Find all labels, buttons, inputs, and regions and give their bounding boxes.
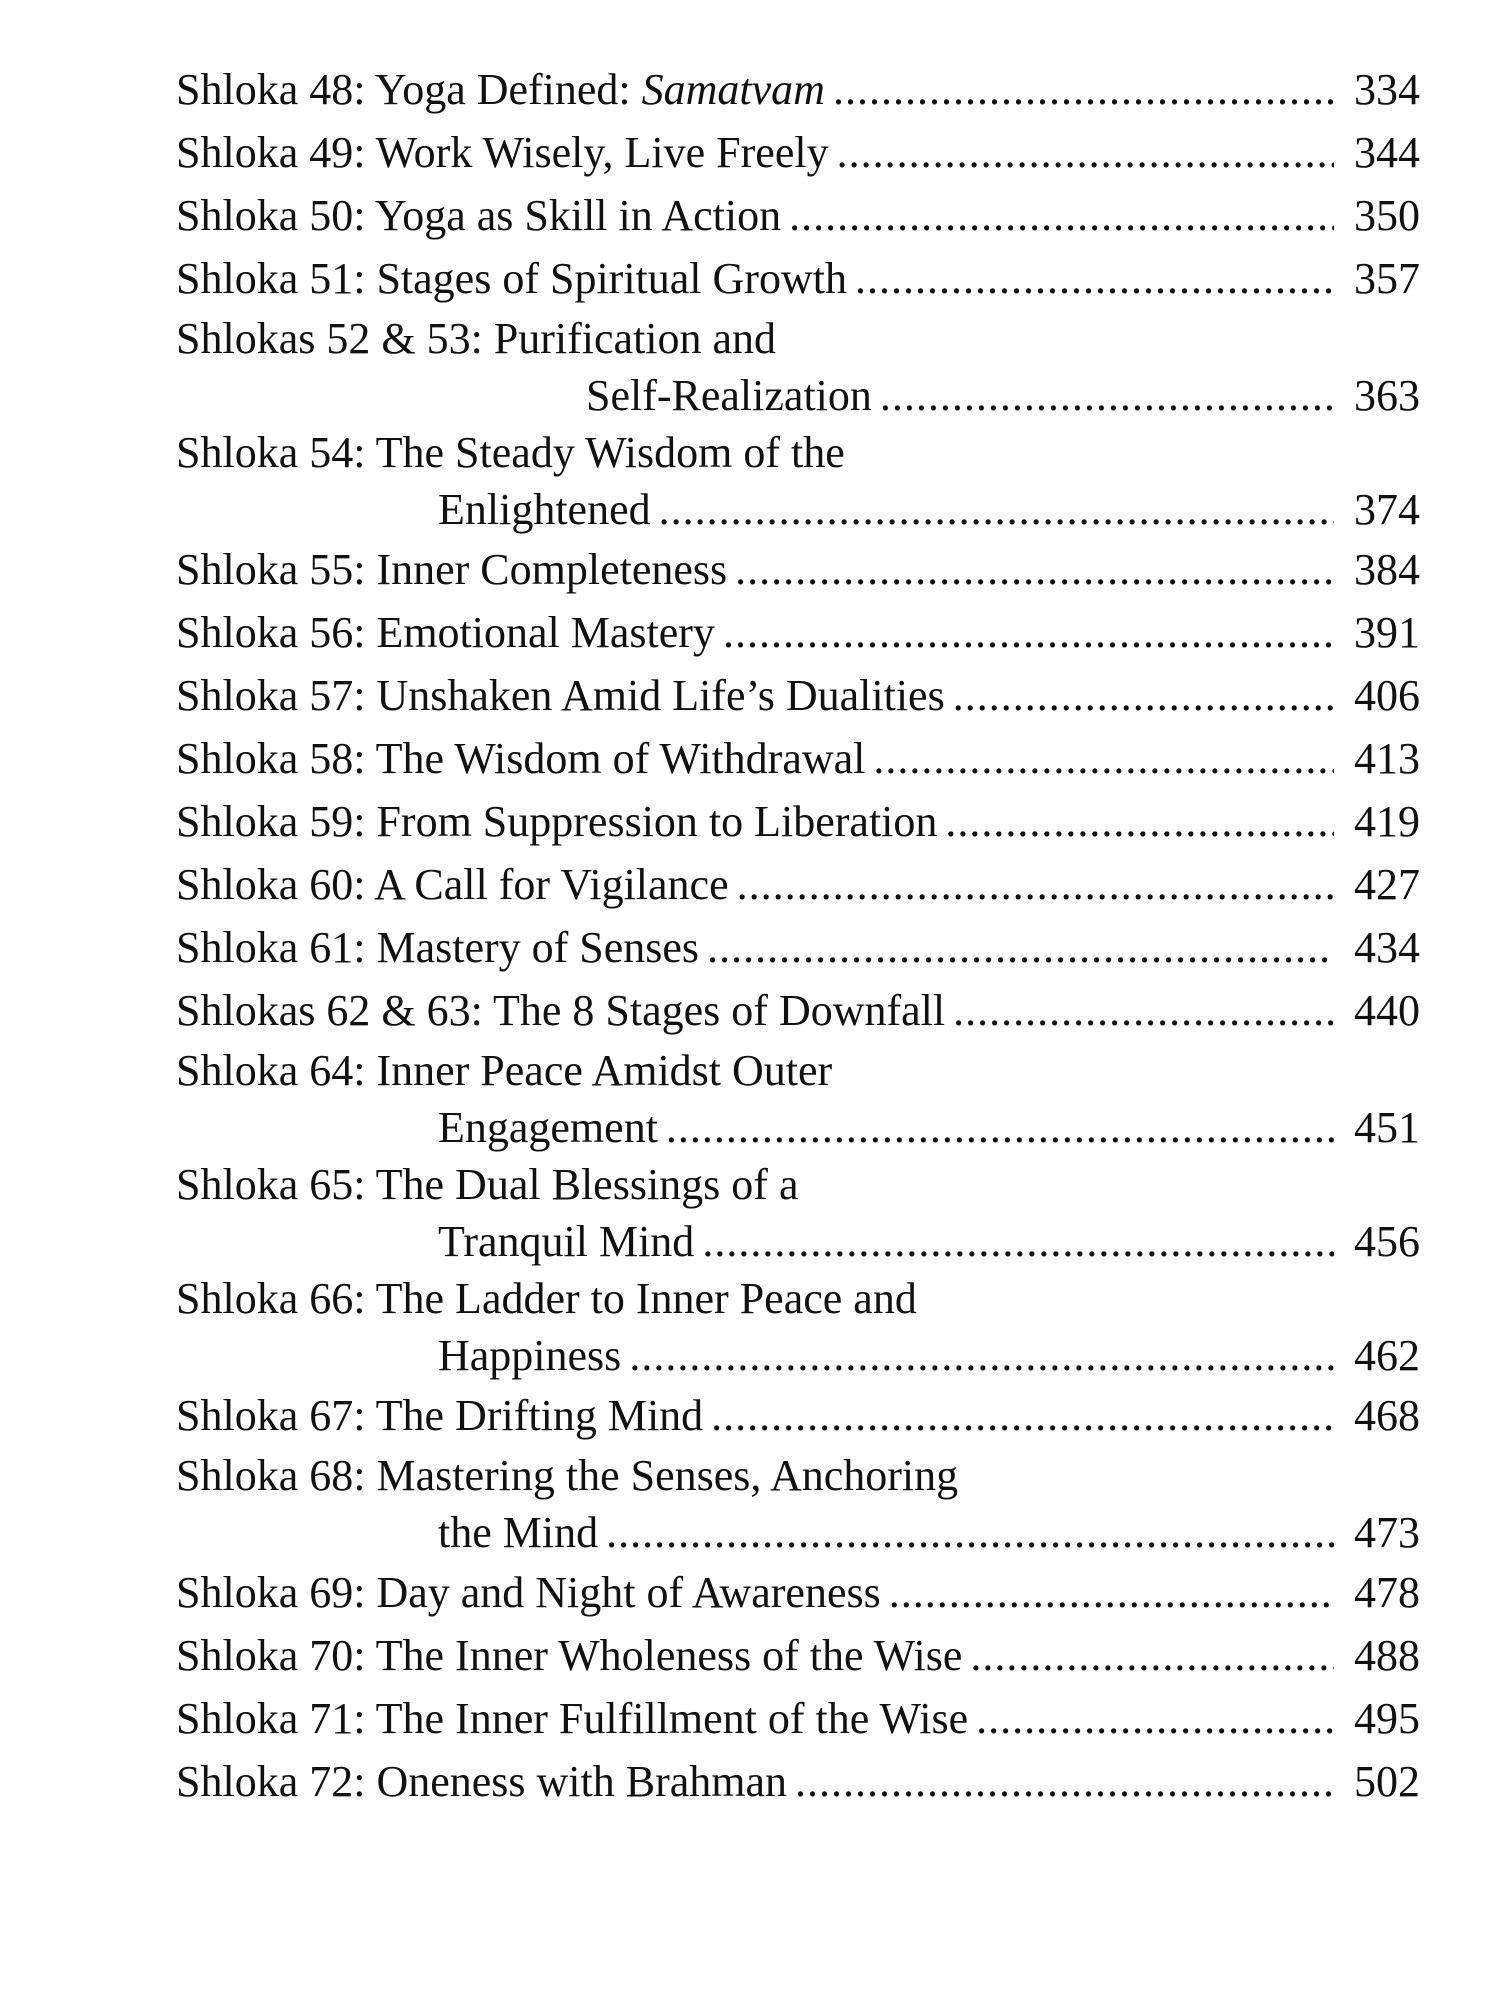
toc-entry-continuation: Tranquil Mind (438, 1217, 695, 1266)
toc-entry-label: Shloka 60: A Call for Vigilance (176, 860, 729, 909)
toc-page-number: 334 (1354, 65, 1420, 114)
toc-entry-label: Shloka 58: The Wisdom of Withdrawal (176, 734, 866, 783)
toc-line-continuation (176, 1099, 1420, 1156)
toc-entry-label-text: Shloka 48: Yoga Defined: (176, 65, 642, 114)
toc-entry-label: Shloka 72: Oneness with Brahman (176, 1757, 788, 1806)
toc-entry (176, 538, 1420, 601)
toc-entry-continuation: the Mind (438, 1508, 599, 1557)
toc-page-number: 488 (1354, 1631, 1420, 1680)
toc-line (176, 1750, 1420, 1813)
toc-entry-label: Shloka 51: Stages of Spiritual Growth (176, 254, 847, 303)
toc-entry-label: Shloka 49: Work Wisely, Live Freely (176, 128, 829, 177)
toc-line (176, 664, 1420, 727)
toc-line (176, 1156, 1420, 1213)
toc-page-number: 413 (1354, 734, 1420, 783)
toc-page-number: 357 (1354, 254, 1420, 303)
toc-line (176, 916, 1420, 979)
toc-page-number: 478 (1354, 1568, 1420, 1617)
dot-leader (727, 538, 1334, 601)
dot-leader (937, 790, 1334, 853)
toc-entry (176, 1384, 1420, 1447)
toc-entry-label: Shloka 61: Mastery of Senses (176, 923, 700, 972)
toc-line (176, 979, 1420, 1042)
toc-line (176, 1561, 1420, 1624)
toc-entry-label: Shlokas 52 & 53: Purification and (176, 314, 777, 363)
toc-entry-continuation: Enlightened (438, 485, 651, 534)
toc-entry-label: Shloka 57: Unshaken Amid Life’s Dualities (176, 671, 945, 720)
toc-line (176, 538, 1420, 601)
dot-leader (658, 1099, 1334, 1156)
toc-page-number: 363 (1354, 371, 1420, 420)
dot-leader (945, 979, 1334, 1042)
toc-entry (176, 790, 1420, 853)
toc-entry (176, 601, 1420, 664)
toc-page-number: 419 (1354, 797, 1420, 846)
toc-entry (176, 121, 1420, 184)
toc-entry-label (176, 58, 825, 121)
dot-leader (598, 1504, 1334, 1561)
toc-page-number: 451 (1354, 1103, 1420, 1152)
toc-entry-label: Shloka 68: Mastering the Senses, Anchoring (176, 1451, 959, 1500)
toc-entry-label: Shloka 64: Inner Peace Amidst Outer (176, 1046, 833, 1095)
toc-line (176, 121, 1420, 184)
toc-page-number: 456 (1354, 1217, 1420, 1266)
toc-line (176, 1270, 1420, 1327)
toc-line (176, 727, 1420, 790)
toc-entry (176, 1270, 1420, 1384)
toc-page-number: 434 (1354, 923, 1420, 972)
toc-entry (176, 1156, 1420, 1270)
dot-leader (962, 1624, 1334, 1687)
dot-leader (945, 664, 1334, 727)
toc-line (176, 1687, 1420, 1750)
toc-entry-label: Shloka 55: Inner Completeness (176, 545, 728, 594)
toc-line-continuation (176, 1504, 1420, 1561)
toc-entry-label: Shloka 70: The Inner Wholeness of the Wise (176, 1631, 963, 1680)
toc-line-continuation (176, 1213, 1420, 1270)
toc-page-number: 440 (1354, 986, 1420, 1035)
toc-page-number: 391 (1354, 608, 1420, 657)
toc-entry-label: Shloka 66: The Ladder to Inner Peace and (176, 1274, 917, 1323)
dot-leader (872, 367, 1334, 424)
toc-entry (176, 310, 1420, 424)
toc-entry-continuation: Happiness (438, 1331, 622, 1380)
toc-line (176, 853, 1420, 916)
toc-entry-label: Shloka 65: The Dual Blessings of a (176, 1160, 799, 1209)
toc-entry (176, 1561, 1420, 1624)
dot-leader (825, 58, 1334, 121)
toc-line-continuation (176, 367, 1420, 424)
toc-entry-label: Shloka 71: The Inner Fulfillment of the Wise (176, 1694, 969, 1743)
dot-leader (715, 601, 1334, 664)
toc-entry (176, 853, 1420, 916)
dot-leader (699, 916, 1334, 979)
toc-entry-label: Shlokas 62 & 63: The 8 Stages of Downfall (176, 986, 946, 1035)
toc-line (176, 1042, 1420, 1099)
toc-entry-label: Shloka 56: Emotional Mastery (176, 608, 715, 657)
toc-page-number: 495 (1354, 1694, 1420, 1743)
toc-entry (176, 184, 1420, 247)
toc-line (176, 58, 1420, 121)
toc-entry (176, 424, 1420, 538)
toc-page-number: 462 (1354, 1331, 1420, 1380)
dot-leader (787, 1750, 1334, 1813)
toc-line (176, 1447, 1420, 1504)
toc-entry-label: Shloka 59: From Suppression to Liberation (176, 797, 938, 846)
toc-line-continuation (176, 1327, 1420, 1384)
dot-leader (847, 247, 1334, 310)
toc-entry (176, 1750, 1420, 1813)
toc-page-number: 374 (1354, 485, 1420, 534)
dot-leader (881, 1561, 1334, 1624)
dot-leader (621, 1327, 1334, 1384)
dot-leader (694, 1213, 1334, 1270)
toc-page-number: 473 (1354, 1508, 1420, 1557)
toc-page-number: 468 (1354, 1391, 1420, 1440)
dot-leader (729, 853, 1334, 916)
toc-entry-continuation: Engagement (438, 1103, 658, 1152)
toc-line (176, 1384, 1420, 1447)
toc-line (176, 790, 1420, 853)
toc-entry (176, 664, 1420, 727)
toc-entry (176, 727, 1420, 790)
toc-line-continuation (176, 481, 1420, 538)
toc-page-number: 427 (1354, 860, 1420, 909)
toc-line (176, 247, 1420, 310)
toc-page-number: 406 (1354, 671, 1420, 720)
toc-entry (176, 916, 1420, 979)
toc-entry-label: Shloka 54: The Steady Wisdom of the (176, 428, 845, 477)
toc-entry (176, 1042, 1420, 1156)
dot-leader (651, 481, 1334, 538)
table-of-contents (176, 58, 1420, 1813)
toc-entry (176, 247, 1420, 310)
dot-leader (829, 121, 1334, 184)
toc-entry-continuation: Self-Realization (586, 371, 872, 420)
toc-page-number: 502 (1354, 1757, 1420, 1806)
toc-page-number: 384 (1354, 545, 1420, 594)
toc-line (176, 310, 1420, 367)
toc-line (176, 1624, 1420, 1687)
toc-entry-label-italic: Samatvam (641, 65, 825, 114)
toc-entry (176, 58, 1420, 121)
toc-entry (176, 979, 1420, 1042)
dot-leader (703, 1384, 1334, 1447)
toc-page-number: 350 (1354, 191, 1420, 240)
toc-line (176, 424, 1420, 481)
toc-line (176, 184, 1420, 247)
toc-page-number: 344 (1354, 128, 1420, 177)
dot-leader (968, 1687, 1334, 1750)
toc-line (176, 601, 1420, 664)
toc-entry-label: Shloka 67: The Drifting Mind (176, 1391, 704, 1440)
toc-entry-label: Shloka 50: Yoga as Skill in Action (176, 191, 782, 240)
toc-entry (176, 1687, 1420, 1750)
dot-leader (781, 184, 1334, 247)
toc-entry (176, 1447, 1420, 1561)
dot-leader (865, 727, 1334, 790)
toc-entry-label: Shloka 69: Day and Night of Awareness (176, 1568, 881, 1617)
toc-entry (176, 1624, 1420, 1687)
